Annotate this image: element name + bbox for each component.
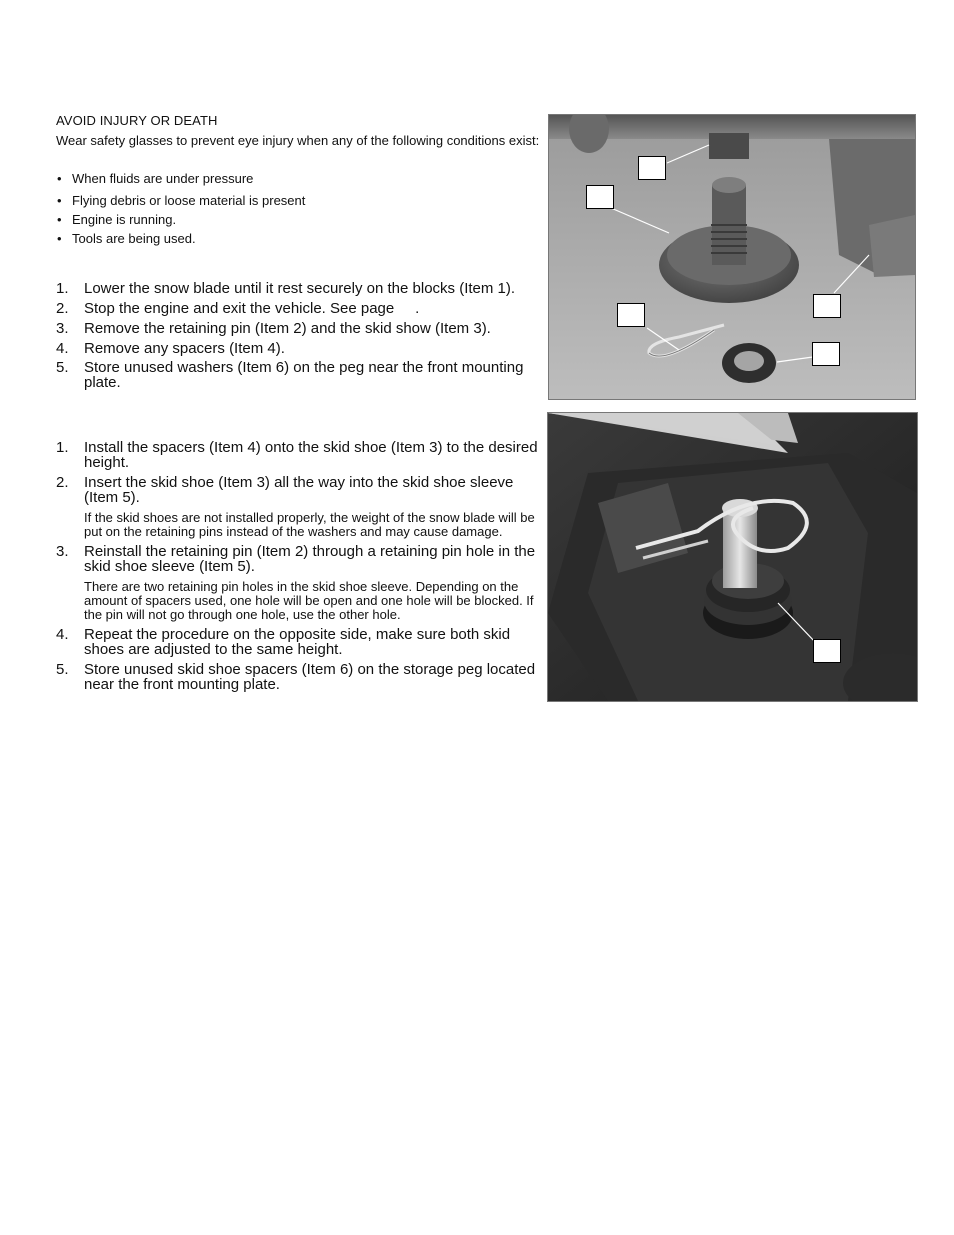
list-item: • When fluids are under pressure	[57, 171, 254, 186]
callout-box	[586, 185, 614, 209]
bullet-icon: •	[57, 231, 62, 246]
bullet-icon: •	[57, 212, 62, 227]
list-item: 5. Store unused skid shoe spacers (Item 6) on the storage peg located near the front mounting plate.	[56, 661, 536, 693]
skid-shoe-photo-removal	[548, 114, 916, 400]
removal-steps	[56, 281, 540, 390]
step-note: There are two retaining pin holes in the skid shoe sleeve. Depending on the amount of spacers used, one hole will be open and one hole will be blocked. If the pin will not go through one hole, use the other hole.	[84, 579, 534, 622]
warning-title: AVOID INJURY OR DEATH	[56, 113, 218, 128]
list-item: 3. Reinstall the retaining pin (Item 2) through a retaining pin hole in the skid shoe sleeve (Item 5). There are two retaining pin holes in the skid shoe sleeve. Depending on the amount of spacers used, one hole will be open and one hole will be blocked. If the pin will not go through one hole, use the other hole.	[56, 544, 540, 622]
list-item: • Flying debris or loose material is present	[57, 193, 306, 208]
callout-box	[813, 294, 841, 318]
callout-box	[812, 342, 840, 366]
skid-shoe-installed-illustration	[548, 413, 917, 701]
warning-conditions-list	[56, 171, 536, 246]
callout-box	[617, 303, 645, 327]
list-item: • Tools are being used.	[57, 231, 196, 246]
bullet-icon: •	[57, 193, 62, 208]
step-note: If the skid shoes are not installed properly, the weight of the snow blade will be put on the retaining pins instead of the washers and may cause damage.	[84, 510, 535, 539]
list-item: 4. Remove any spacers (Item 4).	[56, 340, 285, 357]
warning-intro: Wear safety glasses to prevent eye injury when any of the following conditions exist:	[56, 133, 540, 148]
list-item: 3. Remove the retaining pin (Item 2) and the skid show (Item 3).	[56, 320, 491, 337]
skid-shoe-parts-illustration	[549, 115, 915, 399]
callout-box	[638, 156, 666, 180]
bullet-icon: •	[57, 171, 62, 186]
installation-steps	[56, 440, 540, 692]
list-item: 1. Install the spacers (Item 4) onto the skid shoe (Item 3) to the desired height.	[56, 439, 538, 471]
list-item: 2. Insert the skid shoe (Item 3) all the way into the skid shoe sleeve (Item 5). If the skid shoes are not installed properly, the weight of the snow blade will be put on the retaining pins instead of the washers and may cause damage.	[56, 475, 540, 539]
list-item: 1. Lower the snow blade until it rest securely on the blocks (Item 1).	[56, 280, 516, 297]
list-item: • Engine is running.	[57, 212, 177, 227]
list-item: 5. Store unused washers (Item 6) on the peg near the front mounting plate.	[56, 359, 524, 391]
callout-box	[813, 639, 841, 663]
list-item: 4. Repeat the procedure on the opposite side, make sure both skid shoes are adjusted to the same height.	[56, 626, 511, 658]
list-item: 2. Stop the engine and exit the vehicle. See page .	[56, 300, 420, 317]
skid-shoe-photo-installed	[547, 412, 918, 702]
